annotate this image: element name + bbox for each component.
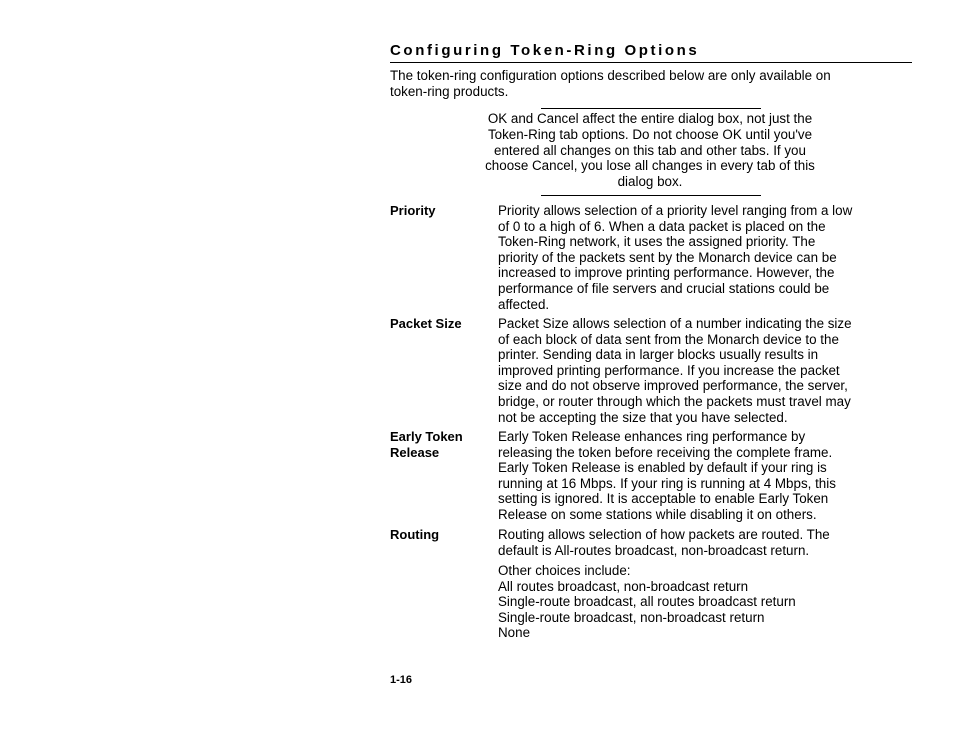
note-line: choose Cancel, you lose all changes in every tab of this	[485, 158, 815, 174]
page-number: 1-16	[390, 674, 413, 686]
intro-line: token-ring products.	[390, 83, 509, 99]
desc-line: default is All-routes broadcast, non-broadcast return.	[498, 542, 810, 558]
desc-line: Routing allows selection of how packets are routed. The	[498, 527, 830, 542]
desc-line: printer. Sending data in larger blocks usually results in	[498, 347, 819, 363]
note-line: entered all changes on this tab and other tabs. If you	[494, 142, 806, 158]
list-item: All routes broadcast, non-broadcast return	[498, 578, 749, 594]
desc-line: performance of file servers and crucial stations could be	[498, 280, 830, 296]
list-item: None	[498, 625, 531, 641]
term-packet-size	[390, 316, 490, 332]
desc-early-token-release	[498, 429, 912, 523]
section-heading: Configuring Token-Ring Options	[390, 42, 700, 59]
desc-line: Release on some stations while disabling it on others.	[498, 506, 817, 522]
desc-line: affected.	[498, 296, 550, 312]
desc-line: priority of the packets sent by the Monarch device can be	[498, 249, 837, 265]
desc-line: Packet Size allows selection of a number indicating the size	[498, 316, 852, 331]
term-line: Release	[390, 444, 440, 460]
list-item: Single-route broadcast, all routes broadcast return	[498, 594, 796, 610]
desc-line: of 0 to a high of 6. When a data packet is placed on the	[498, 218, 826, 234]
term-line: Priority	[390, 203, 436, 218]
intro-paragraph	[390, 68, 910, 100]
other-choices-intro: Other choices include:	[498, 563, 631, 578]
desc-line: Priority allows selection of a priority level ranging from a low	[498, 203, 853, 218]
desc-line: Token-Ring network, it uses the assigned priority. The	[498, 234, 816, 250]
term-routing	[390, 527, 490, 543]
desc-line: setting is ignored. It is acceptable to enable Early Token	[498, 491, 829, 507]
desc-line: Early Token Release is enabled by default if your ring is	[498, 460, 827, 476]
note-line: Token-Ring tab options. Do not choose OK until you've	[487, 126, 813, 142]
intro-line: The token-ring configuration options described below are only available on	[390, 68, 831, 83]
term-early-token-release	[390, 429, 490, 461]
desc-line: bridge, or router through which the packets must travel may	[498, 393, 851, 409]
desc-routing	[498, 527, 912, 558]
term-line: Routing	[390, 527, 440, 542]
term-line: Early Token	[390, 429, 463, 444]
desc-packet-size	[498, 316, 912, 425]
note-rule-bottom	[541, 195, 761, 196]
note-line: OK and Cancel affect the entire dialog box, not just the	[487, 111, 813, 126]
heading-rule	[390, 62, 912, 63]
other-choices-list	[498, 563, 912, 641]
note-box	[455, 111, 845, 190]
desc-priority	[498, 203, 912, 312]
desc-line: of each block of data sent from the Monarch device to the	[498, 331, 839, 347]
list-item: Single-route broadcast, non-broadcast return	[498, 609, 765, 625]
desc-line: size and do not observe improved performance, the server,	[498, 378, 848, 394]
desc-line: running at 16 Mbps. If your ring is running at 4 Mbps, this	[498, 475, 836, 491]
desc-line: Early Token Release enhances ring performance by	[498, 429, 806, 444]
term-line: Packet Size	[390, 316, 462, 331]
note-line: dialog box.	[617, 174, 683, 190]
desc-line: improved printing performance. If you increase the packet	[498, 362, 840, 378]
term-priority	[390, 203, 490, 219]
desc-line: not be accepting the size that you have selected.	[498, 409, 788, 425]
desc-line: increased to improve printing performance. However, the	[498, 265, 835, 281]
note-rule-top	[541, 108, 761, 109]
desc-line: releasing the token before receiving the complete frame.	[498, 444, 833, 460]
